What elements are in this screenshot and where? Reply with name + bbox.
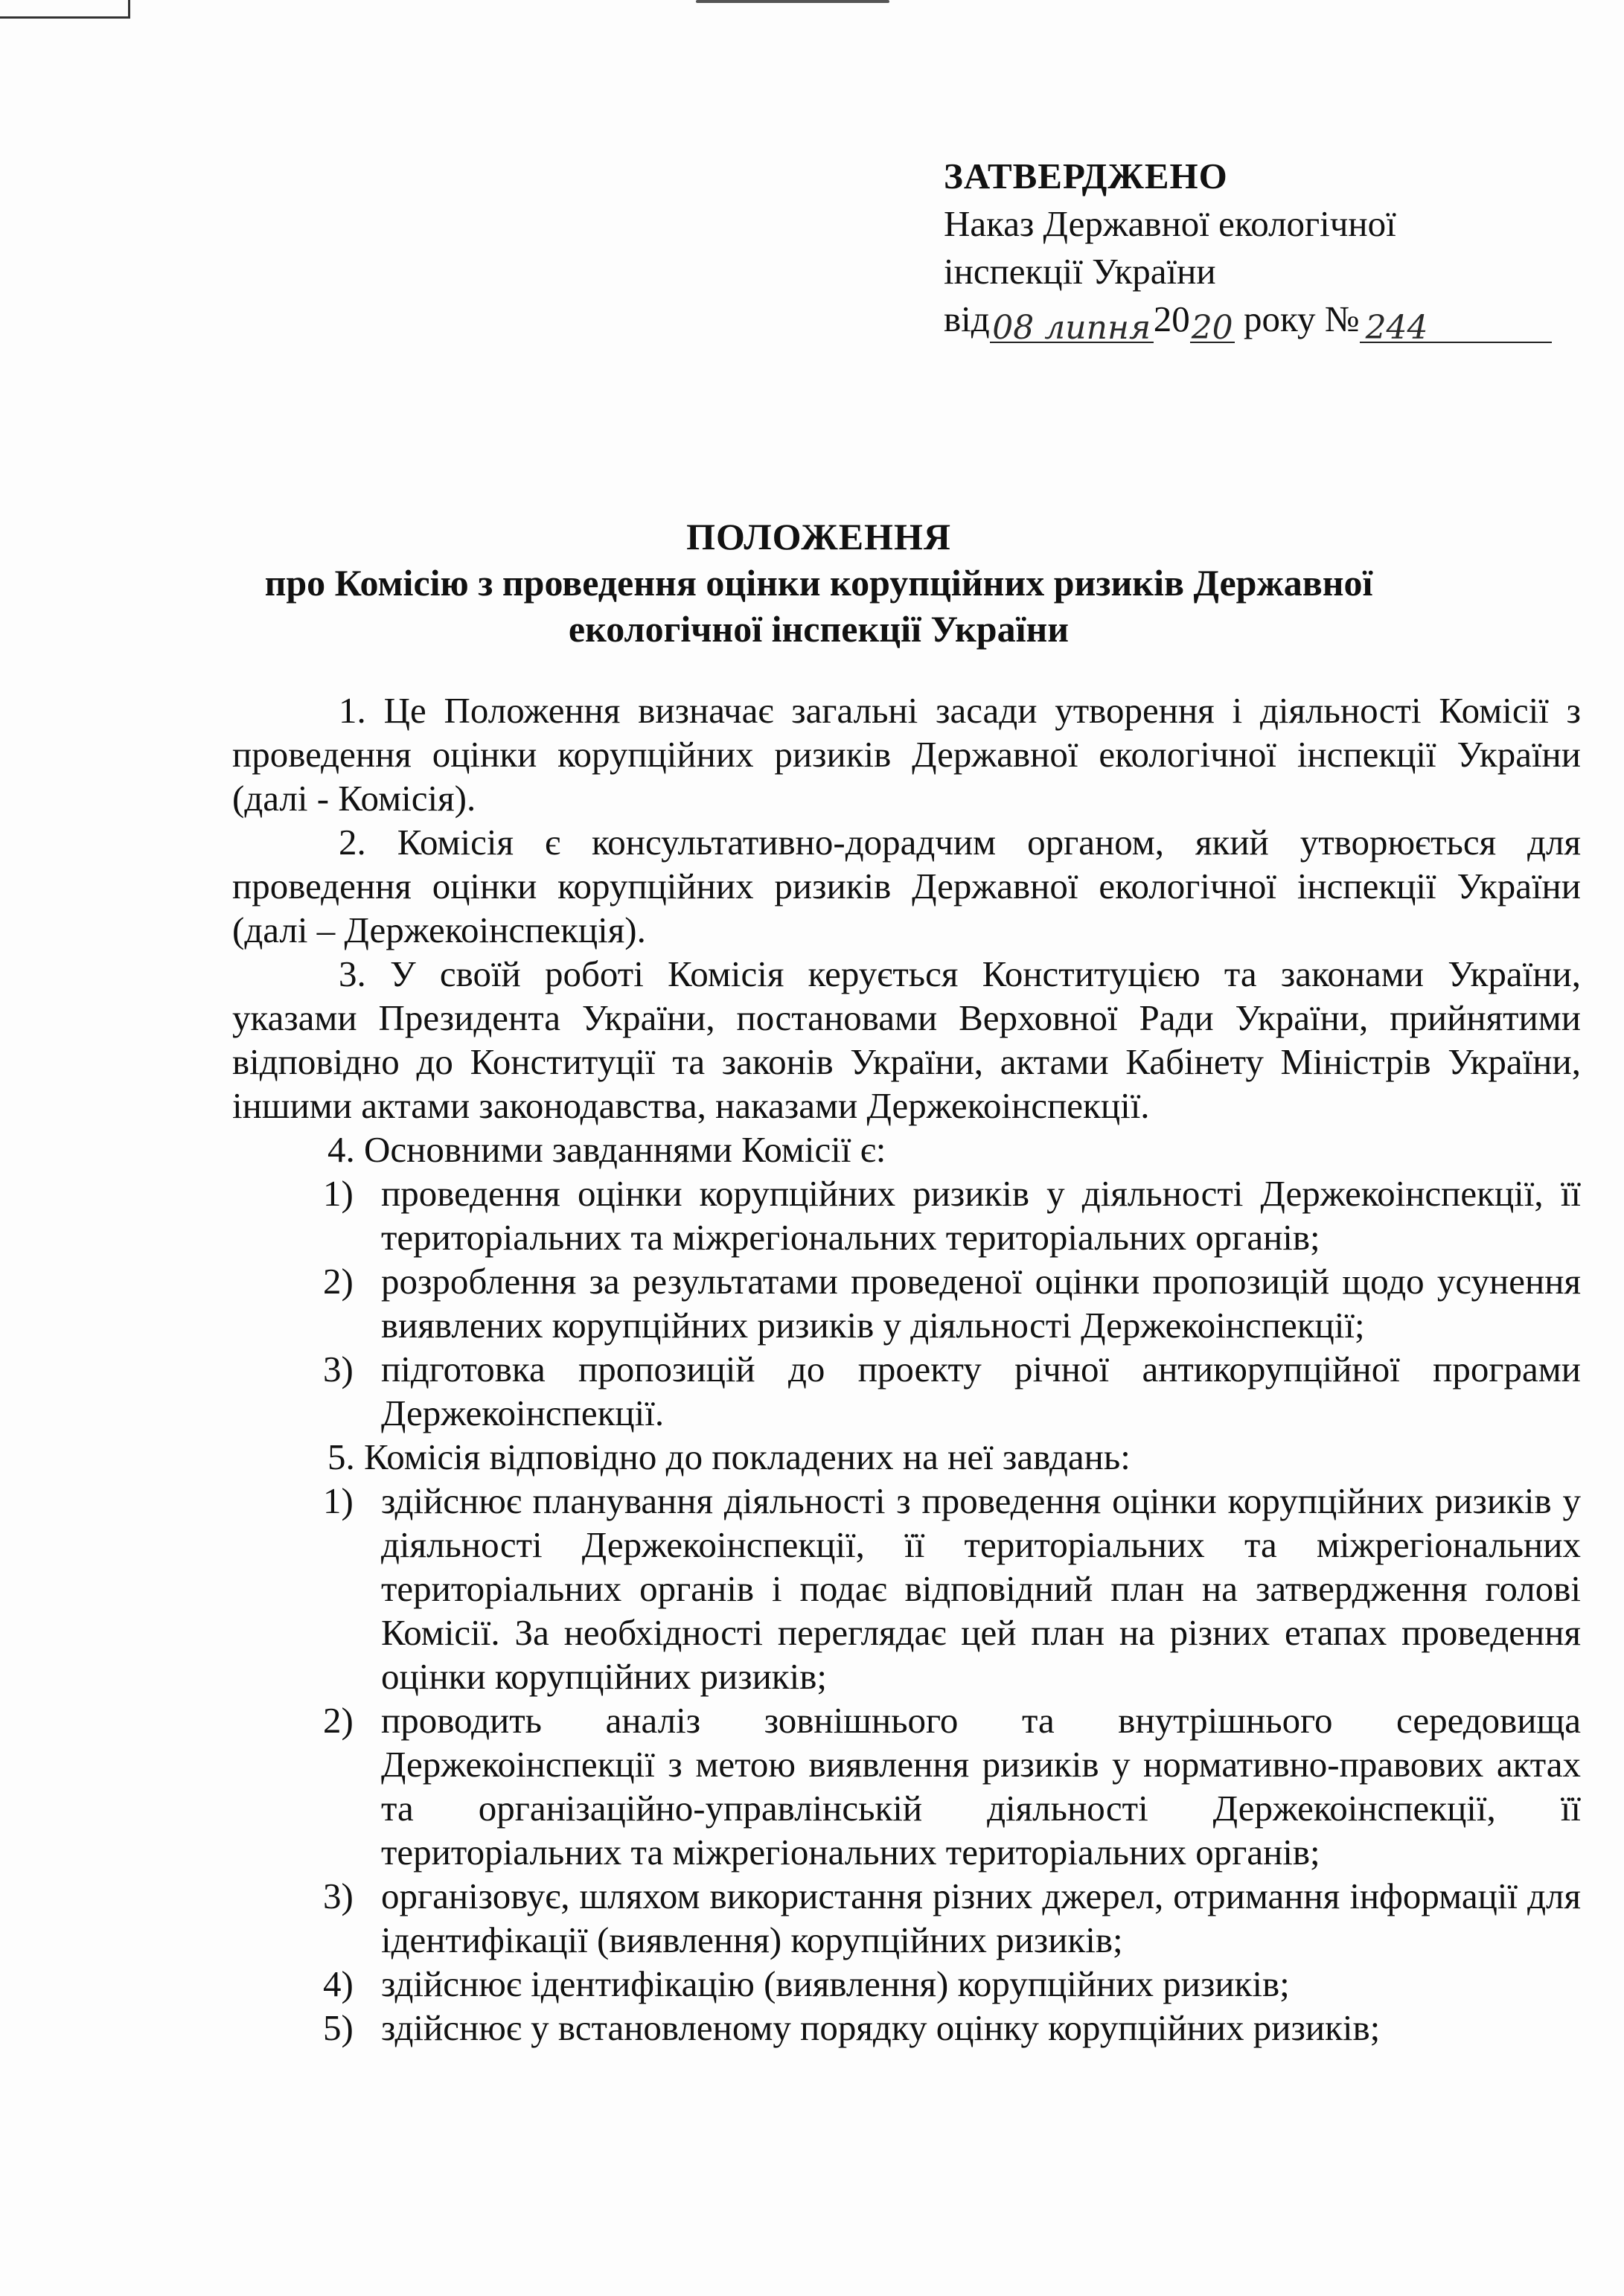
paragraph-3: 3. У своїй роботі Комісія керується Конституцією та законами України, указами Президента України, постановами Верховної Ради України, прийнятими відповідно до Конституції та законів України, актами Кабінету Міністрів України, іншими актами законодавства, наказами Держекоінспекції.	[232, 953, 1581, 1126]
paragraph-1: 1. Це Положення визначає загальні засади утворення і діяльності Комісії з проведення оцінки корупційних ризиків Державної екологічної інспекції України (далі - Комісія).	[232, 690, 1581, 819]
list-item	[232, 1874, 1581, 1962]
list-item-number: 3)	[323, 1876, 354, 1916]
year-suffix: року №	[1234, 298, 1360, 339]
list-item-number: 3)	[323, 1349, 354, 1390]
handwritten-date: 08 липня	[992, 309, 1151, 347]
title-line-1: ПОЛОЖЕННЯ	[686, 516, 951, 557]
scan-corner-mark	[0, 0, 130, 19]
date-field	[990, 303, 1154, 347]
list-item	[232, 1347, 1581, 1435]
list-item-number: 1)	[323, 1480, 354, 1521]
list-item-number: 2)	[323, 1700, 354, 1741]
list-item-text: здійснює планування діяльності з проведення оцінки корупційних ризиків у діяльності Держекоінспекції, її територіальних та міжрегіональних територіальних органів і подає відповідний план на затвердження голові Комісії. За необхідності переглядає цей план на різних етапах проведення оцінки корупційних ризиків;	[381, 1480, 1581, 1697]
order-date-line	[944, 295, 1599, 347]
document-title	[149, 514, 1489, 652]
list-item-number: 4)	[323, 1963, 354, 2004]
list-item-number: 5)	[323, 2007, 354, 2048]
order-line-1: Наказ Державної екологічної	[944, 203, 1396, 244]
functions-list	[232, 1479, 1581, 2050]
list-item	[232, 1698, 1581, 1874]
list-item	[232, 1479, 1581, 1698]
year-prefix: 20	[1153, 298, 1190, 339]
paragraph-5: 5. Комісія відповідно до покладених на неї завдань:	[327, 1436, 1131, 1477]
list-item-number: 2)	[323, 1261, 354, 1302]
handwritten-number: 244	[1365, 309, 1428, 347]
title-line-3: екологічної інспекції України	[568, 608, 1070, 650]
approval-block	[944, 153, 1599, 347]
tasks-list	[232, 1171, 1581, 1435]
list-item	[232, 2006, 1581, 2050]
list-item-text: розроблення за результатами проведеної оцінки пропозицій щодо усунення виявлених корупційних ризиків у діяльності Держекоінспекції;	[381, 1261, 1581, 1346]
list-item-text: проводить аналіз зовнішнього та внутрішнього середовища Держекоінспекції з метою виявлення ризиків у нормативно-правових актах та організаційно-управлінській діяльності Держекоінспекції, її територіальних та міжрегіональних територіальних органів;	[381, 1700, 1581, 1873]
list-item	[232, 1962, 1581, 2006]
list-item-text: проведення оцінки корупційних ризиків у діяльності Держекоінспекції, її територіальних та міжрегіональних територіальних органів;	[381, 1173, 1581, 1258]
list-item	[232, 1171, 1581, 1259]
list-item-text: здійснює ідентифікацію (виявлення) корупційних ризиків;	[381, 1963, 1290, 2004]
list-item-text: здійснює у встановленому порядку оцінку корупційних ризиків;	[381, 2007, 1381, 2048]
list-item-number: 1)	[323, 1173, 354, 1214]
list-item-text: організовує, шляхом використання різних джерел, отримання інформації для ідентифікації (виявлення) корупційних ризиків;	[381, 1876, 1581, 1960]
handwritten-year: 20	[1191, 309, 1233, 347]
title-line-2: про Комісію з проведення оцінки корупційних ризиків Державної	[264, 562, 1373, 604]
approved-label: ЗАТВЕРДЖЕНО	[944, 156, 1228, 196]
year-field	[1190, 303, 1235, 347]
scan-smudge	[696, 0, 889, 3]
list-item-text: підготовка пропозицій до проекту річної антикорупційної програми Держекоінспекції.	[381, 1349, 1581, 1433]
paragraph-2: 2. Комісія є консультативно-дорадчим органом, який утворюється для проведення оцінки корупційних ризиків Державної екологічної інспекції України (далі – Держекоінспекція).	[232, 822, 1581, 950]
order-line-2: інспекції України	[944, 251, 1216, 292]
list-item	[232, 1259, 1581, 1347]
document-body	[232, 688, 1581, 2050]
number-field	[1360, 303, 1552, 347]
paragraph-4: 4. Основними завданнями Комісії є:	[327, 1129, 886, 1170]
date-prefix: від	[944, 298, 990, 339]
